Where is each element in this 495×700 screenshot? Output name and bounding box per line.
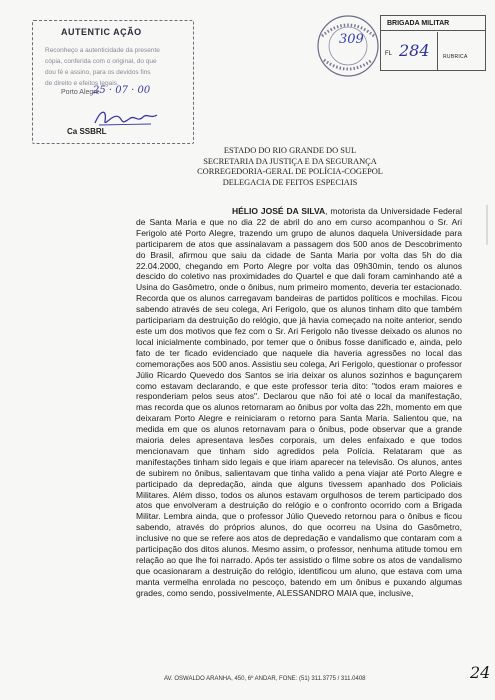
stamp-date: 25 · 07 · 00 (93, 85, 151, 96)
header-line: CORREGEDORIA-GERAL DE POLÍCIA-COGEPOL (197, 167, 383, 176)
stamp-place: Porto Alegre (61, 89, 100, 96)
header-line: DELEGACIA DE FEITOS ESPECIAIS (222, 177, 358, 187)
stamp-line: Reconheço a autenticidade da presente (45, 47, 160, 54)
seal-ring (308, 14, 386, 80)
header-line: SECRETARIA DA JUSTIÇA E DA SEGURANÇA (203, 156, 377, 166)
header-line: ESTADO DO RIO GRANDE DO SUL (223, 146, 357, 155)
folio-label: FL (385, 51, 393, 57)
witness-name: HÉLIO JOSÉ DA SILVA (232, 206, 326, 216)
stamp-signer: Ca SSBRL (67, 127, 107, 136)
stamp-text (45, 45, 185, 89)
page-stamp-box (380, 15, 486, 71)
stamp-line: cópia, conferida com o original, do que (45, 58, 157, 65)
seal-number: 309 (339, 32, 364, 47)
authentication-stamp (32, 20, 194, 144)
testimony-paragraph (136, 206, 462, 599)
margin-mark (484, 205, 490, 245)
circular-seal (308, 14, 386, 85)
page-stamp-title: BRIGADA MILITAR (381, 16, 485, 31)
folio-cell (381, 32, 438, 70)
rubrica-label: RUBRICA (443, 54, 468, 60)
document-header (170, 146, 410, 188)
signature-scribble (91, 105, 161, 129)
folio-number: 284 (399, 41, 430, 60)
stamp-title: AUTENTIC AÇÃO (61, 27, 142, 37)
testimony-text: , motorista da Universidade Federal de Santa Maria e que no dia 22 de abril do ano em curso acompanhou o Sr. Ari Ferigolo até Porto Alegre, trazendo um grupo de alunos daquela Universidade para participarem de atos que assinalavam a passagem dos 500 anos de Descobrimento do Brasil, afirmou que saiu da cidade de Santa Maria por volta das 5h do dia 22.04.2000, chegando em Porto Alegre por volta das 09h30min, tendo os alunos descido do coletivo nas proximidades do Quartel e que dali foram caminhando até a Usina do Gasômetro, onde o ônibus, num primeiro momento, deveria ter estacionado. Recorda que os alunos carregavam bandeiras de partidos políticos e mochilas. Ficou sabendo através de seu colega, Ari Ferigolo, que os alunos tinham dito que também participariam da destruição do relógio, que já havia começado na noite anterior, sendo este um dos motivos que fez com o Sr. Ari Ferigolo não tivesse deixado os alunos no local inicialmente combinado, por temer que o ônibus fosse danificado e, ainda, pelo fato de ter ficado evidenciado que naquele dia haveria agressões no local das comemorações aos 500 anos. Assistiu seu colega, Ari Ferigolo, questionar o professor Júlio Ricardo Quevedo dos Santos se iria deixar os alunos sozinhos e bagunçarem como estavam declarando, e que este professor teria dito: "todos eram maiores e responderiam pelos seus atos". Declarou que não foi até o local da manifestação, mas recorda que os alunos retornaram ao ônibus por volta das 22h, momento em que deixaram Porto Alegre e reiniciaram o retorno para Santa Maria. Salientou que, na medida em que os alunos retornavam para o ônibus, pode observar que a grande maioria deles apresentava lesões corporais, um deles enfaixado e que todos mencionavam que tinham sido agredidos pela Polícia. Relataram que as manifestações tinham sido legais e que iriam aparecer na televisão. Os alunos, antes de subirem no ônibus, salientavam que tinha valido a pena viajar até Porto Alegre e participado da depredação, ainda que alguns tivessem apanhado dos Policiais Militares. Além disso, todos os alunos estavam orgulhosos de terem participado dos atos que envolveram a destruição do relógio e o confronto ocorrido com a Brigada Militar. Lembra ainda, que o professor Júlio Quevedo retornou para o ônibus e ficou sabendo, através do próprios alunos, do que ocorreu na Usina do Gasômetro, inclusive no que se refere aos atos de depredação e vandalismo que contaram com a participação dos ditos alunos. Mesmo assim, o professor, nenhuma atitude tomou em relação ao que lhe foi narrado. Após ter assistido o filme sobre os atos de vandalismo que ocasionaram a destruição do relógio, identificou um aluno, que estava com uma manta vermelha enrolada no pescoço, batendo em um ônibus e puxando algumas grades, como sendo, possivelmente, ALESSANDRO MAIA que, inclusive, (136, 206, 463, 598)
handwritten-page-number: 24 (470, 663, 491, 682)
footer-address: AV. OSWALDO ARANHA, 450, 6º ANDAR, FONE: (51) 311.3775 / 311.0408 (164, 676, 366, 682)
stamp-line: dou fé e assino, para os devidos fins (45, 69, 151, 76)
stamp-line: de direito e efeitos legais. (45, 80, 119, 87)
